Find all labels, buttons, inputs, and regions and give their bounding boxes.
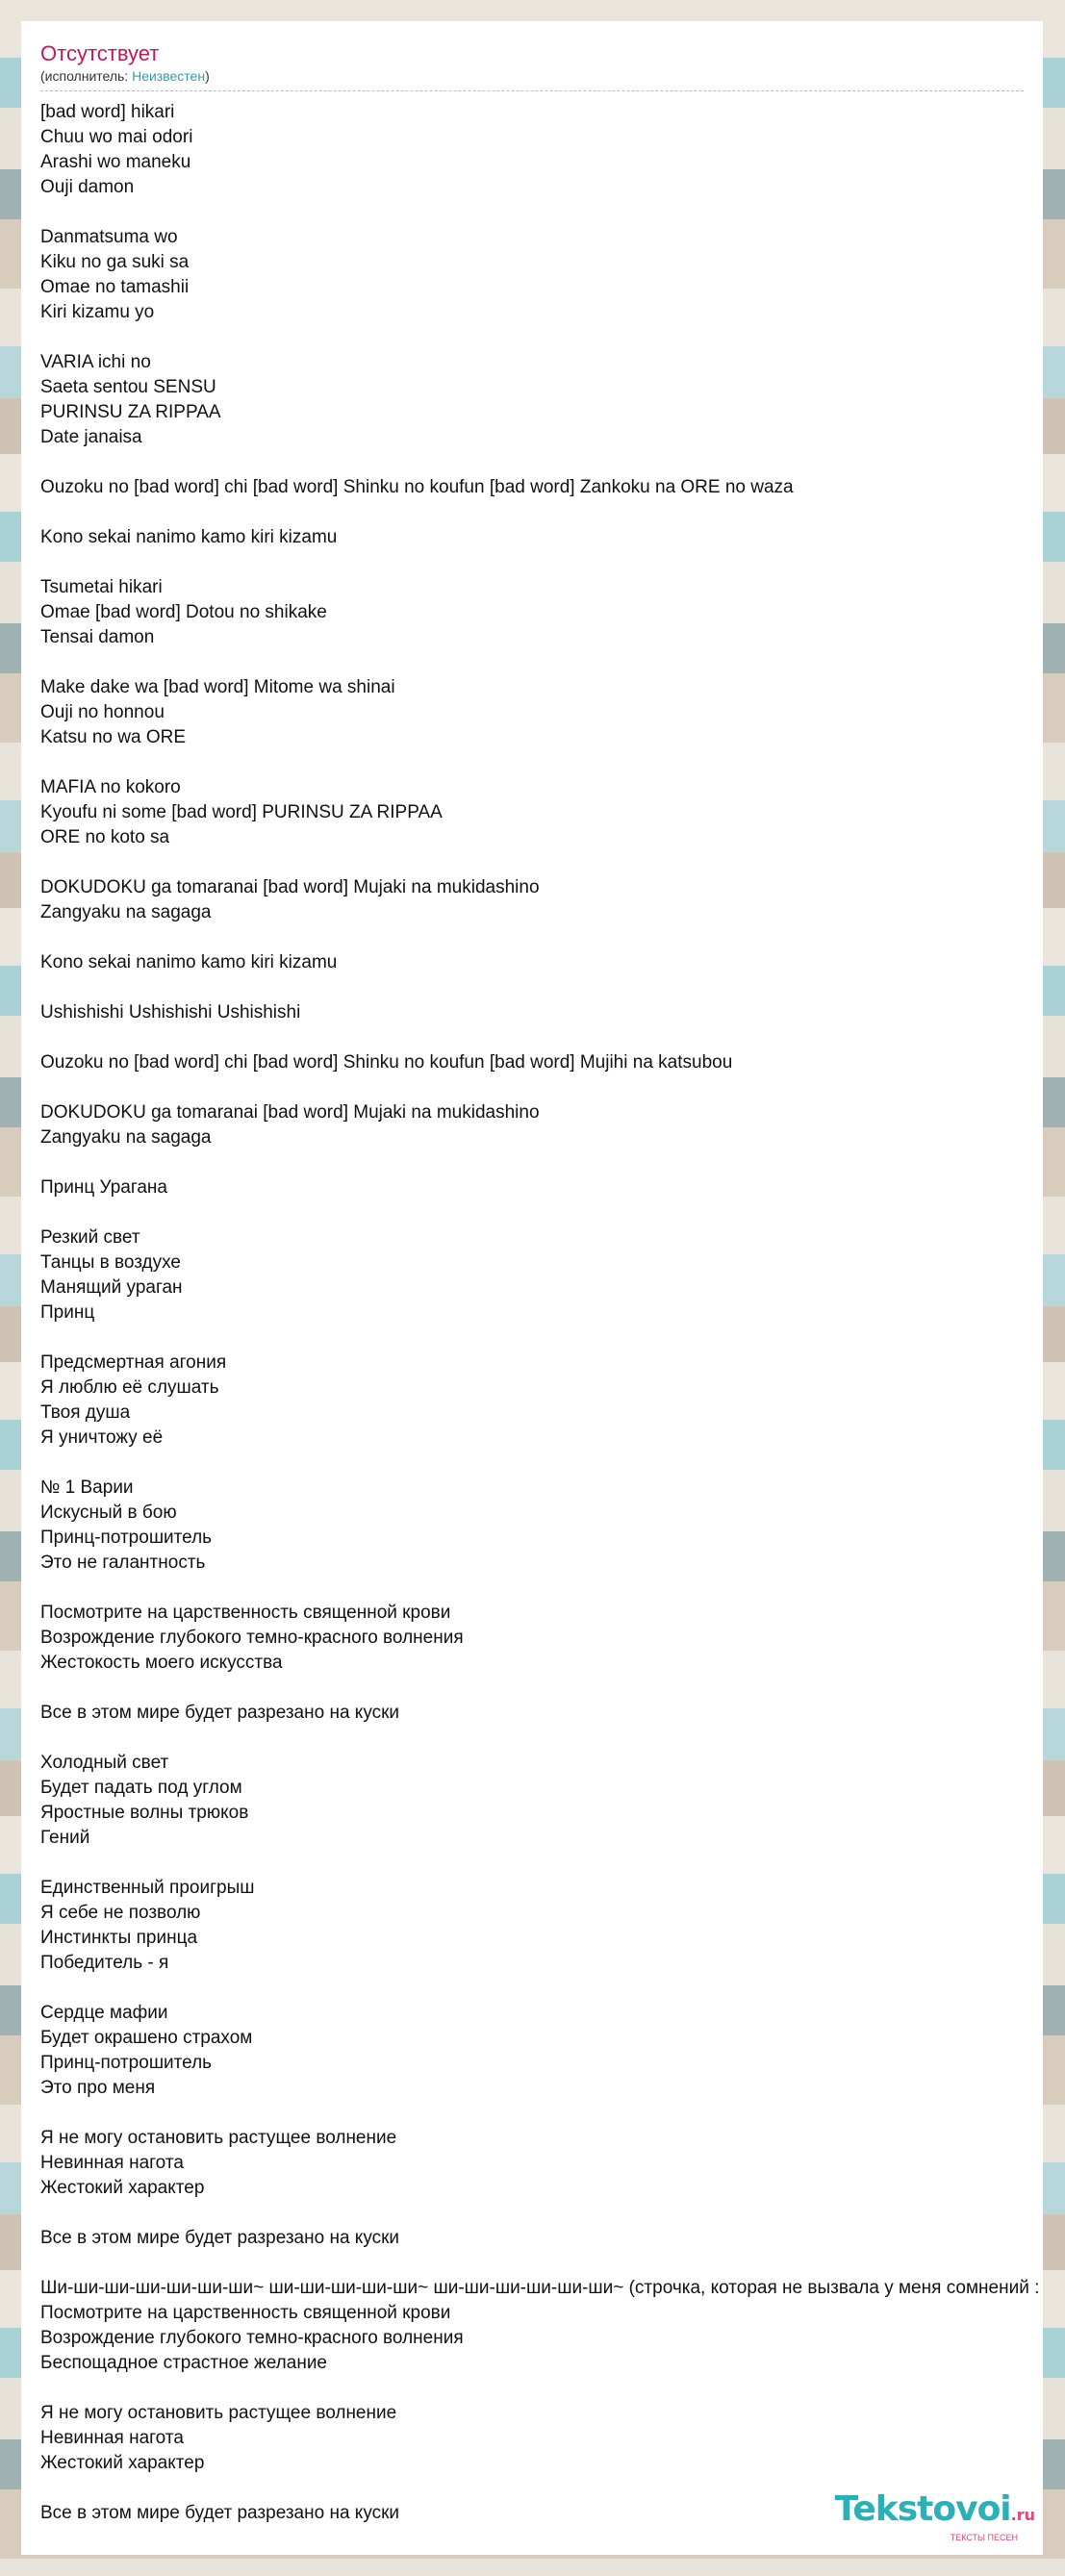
blank-line	[40, 1576, 1043, 1601]
lyric-line: Tsumetai hikari	[40, 577, 163, 597]
lyric-line: Katsu no wa ORE	[40, 727, 187, 747]
lyric-line: DOKUDOKU ga tomaranai [bad word] Mujaki na mukidashino	[40, 1102, 540, 1123]
lyric-line: Ши-ши-ши-ши-ши-ши-ши~ ши-ши-ши-ши-ши~ ши-ши-ши-ши-ши-ши~ (строчка, которая не вызвала у меня сомнений :	[40, 2278, 1040, 2298]
lyric-line: Все в этом мире будет разрезано на куски	[40, 2503, 400, 2523]
artist-suffix: )	[205, 68, 210, 84]
blank-line	[40, 1851, 1043, 1876]
blank-line	[40, 1676, 1043, 1701]
lyric-line: Arashi wo maneku	[40, 152, 191, 172]
lyric-line: Make dake wa [bad word] Mitome wa shinai	[40, 677, 395, 697]
lyric-line: Date janaisa	[40, 427, 142, 447]
lyric-line: Яростные волны трюков	[40, 1803, 249, 1823]
lyric-line: VARIA ichi no	[40, 352, 151, 372]
lyric-line: Все в этом мире будет разрезано на куски	[40, 2228, 400, 2248]
blank-line	[40, 550, 1043, 575]
lyric-line: Будет окрашено страхом	[40, 2028, 253, 2048]
blank-line	[40, 1726, 1043, 1751]
lyric-line: Будет падать под углом	[40, 1778, 242, 1798]
lyrics-card	[21, 21, 1043, 2555]
lyric-line: Жестокий характер	[40, 2178, 205, 2198]
lyric-line: Tensai damon	[40, 627, 155, 647]
lyric-line: Omae no tamashii	[40, 277, 190, 297]
site-logo[interactable]	[834, 2489, 1035, 2542]
blank-line	[40, 500, 1043, 525]
blank-line	[40, 925, 1043, 950]
lyric-line: [bad word] hikari	[40, 102, 175, 122]
blank-line	[40, 450, 1043, 475]
blank-line	[40, 1976, 1043, 2001]
lyric-line: Невинная нагота	[40, 2153, 184, 2173]
lyric-line: ORE no koto sa	[40, 827, 170, 847]
lyric-line: Ushishishi Ushishishi Ushishishi	[40, 1002, 301, 1023]
lyric-line: № 1 Варии	[40, 1477, 134, 1498]
lyric-line: Резкий свет	[40, 1227, 140, 1248]
lyric-line: Принц-потрошитель	[40, 2053, 213, 2073]
blank-line	[40, 1025, 1043, 1050]
blank-line	[40, 1451, 1043, 1476]
blank-line	[40, 1200, 1043, 1225]
lyric-line: Zangyaku na sagaga	[40, 902, 212, 922]
logo-wordmark	[834, 2489, 1035, 2533]
lyric-line: Невинная нагота	[40, 2428, 184, 2448]
blank-line	[40, 650, 1043, 675]
artist-prefix: (исполнитель:	[40, 68, 133, 84]
logo-name: Tekstovoi	[834, 2489, 1011, 2529]
lyric-line: Единственный проигрыш	[40, 1878, 255, 1898]
blank-line	[40, 2376, 1043, 2401]
blank-line	[40, 2201, 1043, 2226]
lyric-line: Инстинкты принца	[40, 1928, 198, 1948]
lyric-line: Гений	[40, 1828, 90, 1848]
lyric-line: Это про меня	[40, 2078, 156, 2098]
blank-line	[40, 750, 1043, 775]
lyric-line: Жестокий характер	[40, 2453, 205, 2473]
logo-domain: .ru	[1010, 2506, 1035, 2524]
blank-line	[40, 2251, 1043, 2276]
lyric-line: Я люблю её слушать	[40, 1377, 219, 1398]
lyric-line: Kyoufu ni some [bad word] PURINSU ZA RIPPAA	[40, 802, 443, 822]
lyric-line: Kiri kizamu yo	[40, 302, 155, 322]
lyric-line: Твоя душа	[40, 1402, 131, 1423]
lyric-line: Kono sekai nanimo kamo kiri kizamu	[40, 952, 338, 972]
blank-line	[40, 1326, 1043, 1351]
lyric-line: Жестокость моего искусства	[40, 1653, 283, 1673]
lyric-line: Беспощадное страстное желание	[40, 2353, 327, 2373]
lyric-line: Манящий ураган	[40, 1277, 183, 1298]
lyric-line: Посмотрите на царственность священной крови	[40, 2303, 451, 2323]
artist-line	[40, 67, 1024, 91]
lyric-line: Я не могу остановить растущее волнение	[40, 2403, 397, 2423]
lyric-line: Ouji no honnou	[40, 702, 165, 722]
lyric-line: Предсмертная агония	[40, 1352, 227, 1373]
blank-line	[40, 1150, 1043, 1175]
lyric-line: Сердце мафии	[40, 2003, 168, 2023]
lyric-line: Danmatsuma wo	[40, 227, 178, 247]
song-title: Отсутствует	[40, 41, 160, 65]
blank-line	[40, 2101, 1043, 2126]
lyrics-text	[40, 100, 1043, 2526]
blank-line	[40, 200, 1043, 225]
lyric-line: Ouji damon	[40, 177, 135, 197]
lyric-line: Я себе не позволю	[40, 1903, 201, 1923]
blank-line	[40, 975, 1043, 1000]
lyric-line: Omae [bad word] Dotou no shikake	[40, 602, 327, 622]
lyric-line: Ouzoku no [bad word] chi [bad word] Shinku no koufun [bad word] Mujihi na katsubou	[40, 1052, 733, 1073]
artist-link[interactable]: Неизвестен	[132, 68, 206, 84]
lyric-line: Я уничтожу её	[40, 1427, 164, 1448]
lyric-line: Холодный свет	[40, 1753, 169, 1773]
lyric-line: Победитель - я	[40, 1953, 169, 1973]
lyric-line: MAFIA no kokoro	[40, 777, 181, 797]
lyric-line: Принц Урагана	[40, 1177, 167, 1198]
lyric-line: Возрождение глубокого темно-красного волнения	[40, 2328, 464, 2348]
lyric-line: Принц-потрошитель	[40, 1528, 213, 1548]
lyric-line: Танцы в воздухе	[40, 1252, 181, 1273]
lyric-line: Zangyaku na sagaga	[40, 1127, 212, 1148]
lyric-line: Искусный в бою	[40, 1503, 177, 1523]
blank-line	[40, 1075, 1043, 1100]
song-header	[40, 41, 1024, 91]
lyric-line: Это не галантность	[40, 1553, 206, 1573]
lyric-line: Все в этом мире будет разрезано на куски	[40, 1703, 400, 1723]
blank-line	[40, 850, 1043, 875]
lyric-line: Saeta sentou SENSU	[40, 377, 216, 397]
lyric-line: Kiku no ga suki sa	[40, 252, 190, 272]
blank-line	[40, 325, 1043, 350]
lyric-line: Kono sekai nanimo kamo kiri kizamu	[40, 527, 338, 547]
lyric-line: PURINSU ZA RIPPAA	[40, 402, 221, 422]
lyric-line: Посмотрите на царственность священной крови	[40, 1603, 451, 1623]
logo-tagline: ТЕКСТЫ ПЕСЕН	[950, 2533, 1018, 2542]
lyric-line: Возрождение глубокого темно-красного волнения	[40, 1628, 464, 1648]
lyric-line: DOKUDOKU ga tomaranai [bad word] Mujaki na mukidashino	[40, 877, 540, 897]
lyric-line: Я не могу остановить растущее волнение	[40, 2128, 397, 2148]
lyric-line: Chuu wo mai odori	[40, 127, 193, 147]
lyric-line: Принц	[40, 1302, 95, 1323]
lyric-line: Ouzoku no [bad word] chi [bad word] Shinku no koufun [bad word] Zankoku na ORE no waza	[40, 477, 794, 497]
